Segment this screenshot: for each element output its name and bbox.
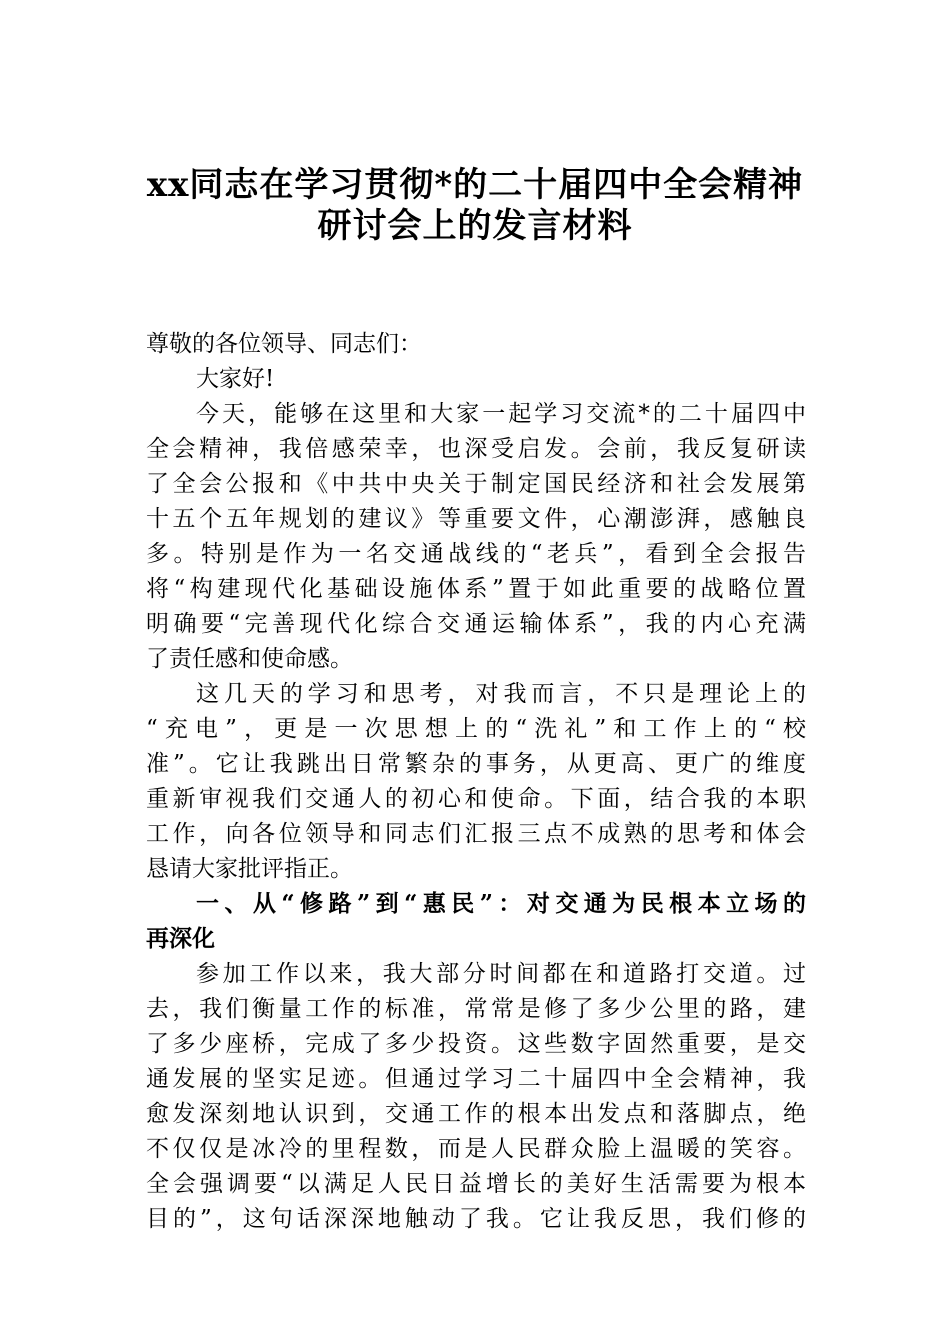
paragraph-3-line: 通发展的坚实足迹。但通过学习二十届四中全会精神，我 bbox=[146, 1066, 806, 1092]
paragraph-1-line: 将“构建现代化基础设施体系”置于如此重要的战略位置 bbox=[146, 576, 806, 602]
paragraph-2-line: 这几天的学习和思考，对我而言，不只是理论上的 bbox=[196, 681, 806, 707]
salutation: 尊敬的各位领导、同志们： bbox=[146, 331, 422, 357]
paragraph-3-line: 了多少座桥，完成了多少投资。这些数字固然重要，是交 bbox=[146, 1031, 806, 1057]
document-title-line-2: 研讨会上的发言材料 bbox=[317, 206, 633, 246]
paragraph-3-line: 愈发深刻地认识到，交通工作的根本出发点和落脚点，绝 bbox=[146, 1101, 806, 1127]
paragraph-3-line: 目的”，这句话深深地触动了我。它让我反思，我们修的 bbox=[146, 1206, 806, 1232]
paragraph-1-line: 全会精神，我倍感荣幸，也深受启发。会前，我反复研读 bbox=[146, 436, 806, 462]
paragraph-1-line: 了责任感和使命感。 bbox=[146, 646, 353, 672]
greeting: 大家好! bbox=[196, 366, 275, 392]
paragraph-1-line: 明确要“完善现代化综合交通运输体系”，我的内心充满 bbox=[146, 611, 806, 637]
paragraph-2-line: “充电”，更是一次思想上的“洗礼”和工作上的“校 bbox=[146, 716, 806, 742]
paragraph-2-line: 工作，向各位领导和同志们汇报三点不成熟的思考和体会 bbox=[146, 821, 806, 847]
section-heading-1-line: 再深化 bbox=[146, 925, 215, 952]
paragraph-2-line: 重新审视我们交通人的初心和使命。下面，结合我的本职 bbox=[146, 786, 806, 812]
paragraph-2-line: 准”。它让我跳出日常繁杂的事务，从更高、更广的维度 bbox=[146, 751, 806, 777]
paragraph-1-line: 十五个五年规划的建议》等重要文件，心潮澎湃，感触良 bbox=[146, 506, 806, 532]
paragraph-1-line: 今天，能够在这里和大家一起学习交流*的二十届四中 bbox=[196, 401, 806, 427]
paragraph-3-line: 不仅仅是冰冷的里程数，而是人民群众脸上温暖的笑容。 bbox=[146, 1136, 806, 1162]
paragraph-1-line: 多。特别是作为一名交通战线的“老兵”，看到全会报告 bbox=[146, 541, 806, 567]
paragraph-3-line: 去，我们衡量工作的标准，常常是修了多少公里的路，建 bbox=[146, 996, 806, 1022]
section-heading-1-line: 一、从“修路”到“惠民”：对交通为民根本立场的 bbox=[196, 890, 806, 917]
paragraph-1-line: 了全会公报和《中共中央关于制定国民经济和社会发展第 bbox=[146, 471, 806, 497]
document-title-line-1: xx同志在学习贯彻*的二十届四中全会精神 bbox=[146, 165, 804, 205]
paragraph-3-line: 全会强调要“以满足人民日益增长的美好生活需要为根本 bbox=[146, 1171, 806, 1197]
paragraph-3-line: 参加工作以来，我大部分时间都在和道路打交道。过 bbox=[196, 961, 806, 987]
paragraph-2-line: 恳请大家批评指正。 bbox=[146, 856, 353, 882]
